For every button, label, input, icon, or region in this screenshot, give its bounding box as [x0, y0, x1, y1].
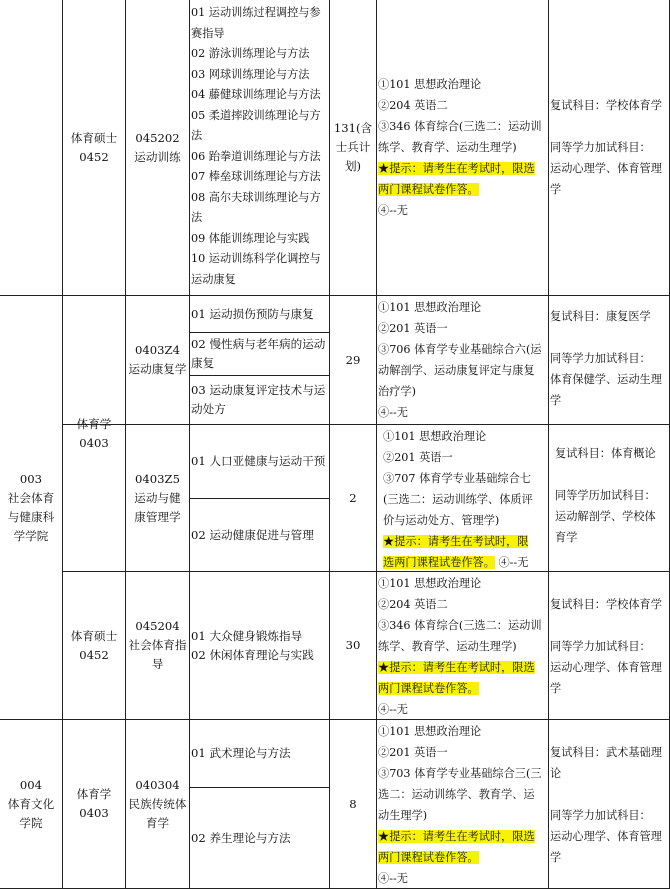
retest-line: 学: [550, 851, 562, 864]
exam-line: ②201 英语一: [378, 322, 448, 335]
degree-name: 体育学: [76, 416, 112, 431]
quota-line: 划): [344, 159, 362, 173]
retest-line: 学: [550, 682, 562, 695]
retest-line: 复试科目：学校体育学: [550, 598, 662, 611]
direction-cell: [191, 720, 329, 787]
quota-value: 8: [349, 796, 357, 811]
quota-line: 士兵计: [335, 140, 371, 154]
quota-value: 30: [345, 638, 361, 652]
exam-line: ①101 思想政治理论: [383, 430, 487, 443]
retest-line: 复试科目：体育概论: [555, 447, 656, 460]
degree-code: 0403: [79, 435, 109, 450]
direction-line: 03 网球训练理论与方法: [191, 67, 310, 81]
degree-cell: [63, 0, 125, 295]
direction-line: 09 体能训练理论与实践: [191, 231, 310, 245]
exam-notice: ★提示：请考生在考试时，限选: [378, 830, 535, 843]
exam-line: ④--无: [378, 204, 408, 217]
retest-line: 学: [550, 394, 562, 407]
retest-cell: [550, 306, 669, 411]
major-name: 社会体育指: [128, 638, 187, 652]
direction-line: 02 休闲体育理论与实践: [191, 647, 314, 662]
direction-line: 01 人口亚健康与运动干预: [191, 454, 326, 468]
exam-line: 动生理学): [378, 809, 428, 822]
direction-line: 02 慢性病与老年病的运动: [191, 337, 326, 351]
quota-line: 131(含: [333, 121, 373, 135]
exam-line: 治疗学): [378, 385, 416, 398]
exam-line: ①101 思想政治理论: [378, 725, 482, 738]
exam-subjects-cell: [378, 721, 548, 889]
exam-notice: ★提示：请考生在考试时，限: [383, 535, 529, 548]
quota-cell: [330, 425, 376, 571]
retest-line: 同等学力加试科目：: [550, 640, 651, 653]
college-cell: [0, 296, 62, 719]
exam-subjects-cell: [378, 297, 548, 423]
major-name: 康管理学: [134, 509, 181, 524]
exam-line: ①101 思想政治理论: [378, 301, 482, 314]
major-name: 运动康复学: [128, 362, 187, 376]
degree-name: 体育学: [76, 787, 112, 801]
quota-cell: [330, 0, 376, 295]
major-code: 045204: [135, 619, 180, 633]
college-cell: [0, 720, 62, 888]
direction-line: 动处方: [191, 402, 226, 416]
exam-line: ③706 体育学专业基础综合六(运: [378, 343, 542, 356]
direction-line: 02 游泳训练理论与方法: [191, 47, 310, 60]
exam-line: ③703 体育学专业基础综合三(三: [378, 767, 542, 780]
retest-line: 学: [550, 183, 562, 196]
direction-line: 01 武术理论与方法: [191, 746, 291, 760]
direction-line: 03 运动康复评定技术与运: [191, 383, 326, 397]
exam-line: ③346 体育综合(三选二：运动训: [378, 619, 542, 632]
retest-line: 育学: [555, 531, 578, 544]
exam-notice: 两门课程试卷作答。: [378, 682, 479, 695]
major-name: 运动训练: [134, 149, 181, 164]
degree-code: 0452: [79, 149, 109, 164]
retest-cell: [550, 742, 669, 868]
exam-line: 选二：运动训练学、教育学、运: [378, 788, 535, 801]
quota-cell: [330, 296, 376, 424]
exam-subjects-cell: [378, 573, 548, 720]
quota-cell: [330, 572, 376, 719]
exam-line: ④--无: [498, 556, 529, 569]
major-cell: [126, 425, 189, 571]
retest-line: 运动心理学、体育管理: [550, 661, 662, 674]
degree-name: 体育硕士: [70, 130, 118, 145]
direction-cell: [191, 499, 329, 571]
exam-line: ④--无: [378, 703, 408, 716]
direction-cell: [191, 376, 329, 424]
exam-notice: 两门课程试卷作答。: [378, 851, 479, 864]
direction-line: 运动康复: [191, 272, 236, 286]
direction-line: 法: [191, 211, 203, 224]
retest-line: 同等学力加试科目：: [550, 352, 651, 365]
col-divider: [548, 0, 549, 889]
degree-cell: [63, 572, 125, 719]
direction-line: 06 跆拳道训练理论与方法: [191, 149, 321, 163]
direction-line: 10 运动训练科学化调控与: [191, 252, 321, 265]
retest-line: 复试科目：武术基础理: [550, 746, 662, 759]
retest-cell: [555, 443, 669, 548]
retest-line: [550, 327, 669, 348]
major-cell: [126, 720, 189, 888]
exam-line: ②204 英语二: [378, 598, 448, 611]
major-cell: [126, 0, 189, 295]
exam-notice: 两门课程试卷作答。: [378, 183, 479, 196]
degree-code: 0452: [79, 647, 109, 662]
direction-line: 01 运动损伤预防与康复: [191, 306, 314, 321]
major-name: 民族传统体: [128, 796, 187, 811]
exam-line: 练学、教育学、运动生理学): [378, 640, 517, 653]
exam-notice: ★提示：请考生在考试时，限选: [378, 661, 535, 674]
major-name: 运动与健: [134, 490, 181, 505]
college-name: 社会体育: [7, 490, 55, 505]
direction-line: 法: [191, 129, 203, 142]
college-code: 004: [19, 777, 43, 792]
direction-line: 康复: [191, 356, 215, 370]
quota-value: 29: [345, 352, 361, 367]
exam-notice: ★提示：请考生在考试时，限选: [378, 162, 535, 175]
retest-line: 同等学力加试科目：: [550, 141, 651, 154]
retest-line: [550, 615, 669, 636]
major-cell: [126, 296, 189, 424]
retest-line: 同等学力加试科目：: [550, 809, 651, 822]
direction-line: 02 养生理论与方法: [191, 830, 291, 845]
exam-line: (三选二：运动训练学、体质评: [383, 493, 533, 506]
college-name: 学学院: [13, 528, 49, 543]
major-name: 导: [151, 657, 164, 671]
college-code: 003: [19, 471, 43, 486]
retest-line: 运动心理学、体育管理: [550, 162, 662, 175]
retest-cell: [550, 95, 669, 200]
retest-line: 运动心理学、体育管理: [550, 830, 662, 843]
direction-line: 02 运动健康促进与管理: [191, 527, 314, 542]
retest-line: [555, 464, 669, 485]
direction-line: 07 棒垒球训练理论与方法: [191, 170, 321, 183]
degree-cell: [63, 296, 125, 571]
exam-line: ②201 英语一: [378, 746, 448, 759]
direction-cell: [191, 296, 329, 332]
direction-line: 01 运动训练过程调控与参: [191, 6, 321, 19]
exam-line: ③346 体育综合(三选二：运动训: [378, 120, 542, 133]
exam-subjects-cell: [378, 74, 548, 221]
exam-notice: 选两门课程试卷作答。: [383, 556, 495, 569]
directions-cell: [191, 572, 329, 719]
exam-line: ②201 英语一: [383, 451, 453, 464]
quota-value: 2: [349, 490, 357, 505]
major-code: 045202: [135, 130, 180, 145]
exam-line: ③707 体育学专业基础综合七: [383, 472, 531, 485]
retest-line: 复试科目：康复医学: [550, 310, 651, 323]
retest-line: 运动解剖学、学校体: [555, 510, 656, 523]
retest-cell: [550, 594, 669, 699]
college-name: 与健康科: [7, 509, 55, 524]
exam-line: ①101 思想政治理论: [378, 78, 482, 91]
direction-cell: [191, 333, 329, 375]
degree-code: 0403: [79, 806, 109, 820]
retest-line: [550, 116, 669, 137]
exam-line: ④--无: [378, 406, 408, 419]
major-code: 040304: [135, 777, 180, 792]
direction-line: 赛指导: [191, 26, 225, 40]
exam-subjects-cell: [383, 426, 548, 573]
college-name: 体育文化: [7, 796, 55, 811]
major-cell: [126, 572, 189, 719]
retest-line: [550, 784, 669, 805]
retest-line: 复试科目：学校体育学: [550, 99, 662, 112]
direction-line: 05 柔道摔跤训练理论与方: [191, 108, 321, 122]
exam-line: 价与运动处方、管理学): [383, 514, 500, 527]
retest-line: 同等学历加试科目：: [555, 489, 656, 502]
degree-cell: [63, 720, 125, 888]
retest-line: 体育保健学、运动生理: [550, 373, 662, 386]
retest-line: 论: [550, 767, 562, 780]
exam-line: 练学、教育学、运动生理学): [378, 141, 517, 154]
col-divider: [189, 0, 190, 889]
college-name: 学院: [19, 815, 43, 830]
col-divider: [376, 0, 377, 889]
exam-line: ①101 思想政治理论: [378, 577, 482, 590]
quota-cell: [330, 720, 376, 888]
direction-line: 01 大众健身锻炼指导: [191, 628, 303, 643]
degree-name: 体育硕士: [70, 628, 118, 643]
exam-line: ④--无: [378, 872, 408, 885]
direction-cell: [191, 788, 329, 888]
major-name: 育学: [145, 815, 170, 830]
exam-line: ②204 英语二: [378, 99, 448, 112]
major-code: 0403Z5: [135, 471, 180, 486]
direction-cell: [191, 425, 329, 498]
direction-line: 08 高尔夫球训练理论与方: [191, 190, 321, 204]
exam-line: 动解剖学、运动康复评定与康复: [378, 364, 535, 377]
direction-line: 04 藤健球训练理论与方法: [191, 88, 321, 101]
major-code: 0403Z4: [135, 343, 180, 357]
directions-cell: [191, 3, 329, 290]
